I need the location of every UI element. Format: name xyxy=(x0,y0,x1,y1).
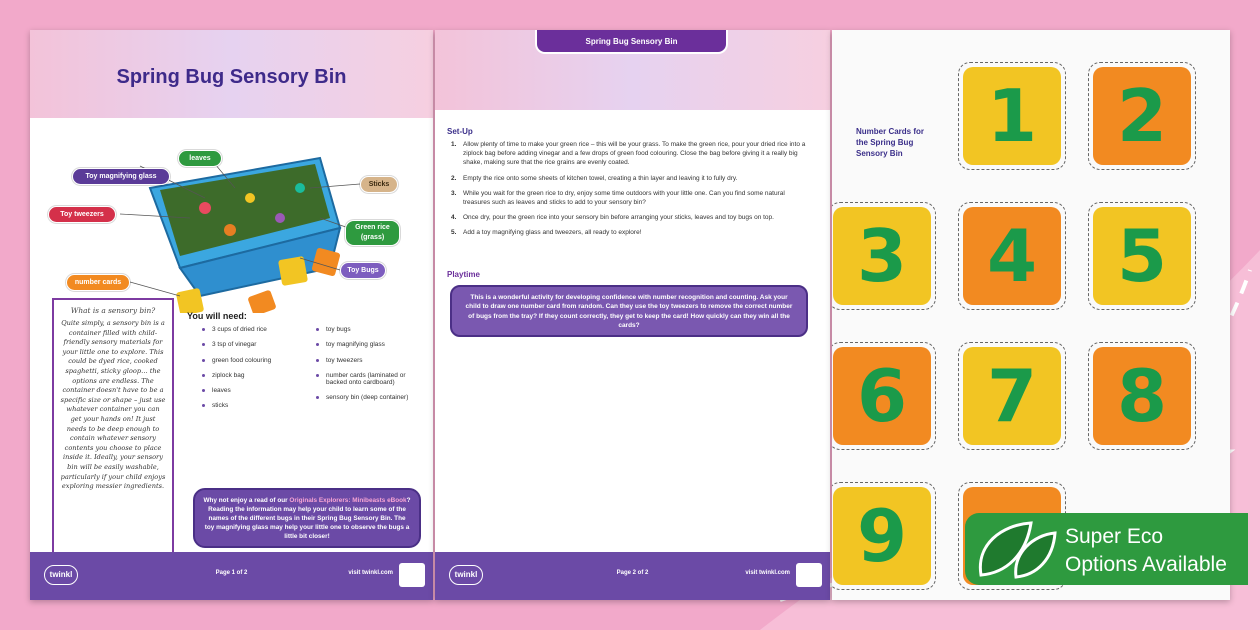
super-eco-badge[interactable] xyxy=(965,513,1248,585)
sensory-card-heading: What is a sensory bin? xyxy=(70,306,156,315)
ebook-link[interactable]: Originals Explorers: Minibeasts eBook xyxy=(289,497,407,504)
eco-line-2: Options Available xyxy=(1065,553,1227,576)
number-card-8: 8 xyxy=(1088,342,1196,450)
playtime-heading: Playtime xyxy=(447,270,480,279)
setup-heading: Set-Up xyxy=(447,127,473,136)
list-item: 4. Once dry, pour the green rice into your sensory bin before arranging your sticks, leaves and toy bugs on top. xyxy=(451,214,774,222)
label-toy-bugs: Toy Bugs xyxy=(340,262,386,279)
number-card-4: 4 xyxy=(958,202,1066,310)
list-item: toy tweezers xyxy=(316,357,426,364)
twinkl-logo: twinkl xyxy=(44,565,78,585)
label-number-cards: number cards xyxy=(66,274,130,291)
number-card-1: 1 xyxy=(958,62,1066,170)
sensory-bin-info-card xyxy=(52,298,174,562)
list-item: 5. Add a toy magnifying glass and tweezers, all ready to explore! xyxy=(451,229,642,237)
list-item: leaves xyxy=(202,387,312,394)
number-cards-caption: Number Cards for the Spring Bug Sensory Bin xyxy=(856,127,925,158)
page-number: Page 1 of 2 xyxy=(215,570,248,576)
label-green-rice: Green rice (grass) xyxy=(345,220,400,246)
list-item: 3 cups of dried rice xyxy=(202,326,312,333)
list-item: 1. Allow plenty of time to make your green rice – this will be your grass. To make the green rice, pour your dried rice into a ziplock bag before adding vinegar and a few drops of green food colouring. Close the bag before giving it a really big shake, making sure that the rice grains are evenly coated. xyxy=(451,141,806,167)
list-item: sticks xyxy=(202,402,312,409)
list-item: ziplock bag xyxy=(202,372,312,379)
badge-icon xyxy=(399,563,425,587)
page-number: Page 2 of 2 xyxy=(616,570,649,576)
number-card-7: 7 xyxy=(958,342,1066,450)
number-card-6: 6 xyxy=(832,342,936,450)
label-tweezers: Toy tweezers xyxy=(48,206,116,223)
list-item: number cards (laminated or backed onto cardboard) xyxy=(316,372,426,386)
sensory-card-body: Quite simply, a sensory bin is a container filled with child-friendly sensory materials for your little one to explore. This could be dyed rice, cooked spaghetti, sticky gloop… the options are endless. The container doesn't have to be a specific size or shape – just use whatever container you can get your hands on! It just needs to be deep enough to contain whatever sensory contents you choose to place inside it. Ideally, your sensory bin will be easily washable, particularly if your child enjoys exploring messier ingredients. xyxy=(60,319,166,491)
needs-list-left xyxy=(202,326,312,418)
page-2 xyxy=(435,30,830,600)
page-1-footer xyxy=(30,552,433,600)
tip-text-pre: Why not enjoy a read of our xyxy=(203,497,290,504)
eco-line-1: Super Eco xyxy=(1065,525,1164,548)
leaf-icon xyxy=(971,515,1059,583)
label-magnifying-glass: Toy magnifying glass xyxy=(72,168,170,185)
list-item: toy bugs xyxy=(316,326,426,333)
list-item: 3 tsp of vinegar xyxy=(202,341,312,348)
playtime-box: This is a wonderful activity for developing confidence with number recognition and counting. Ask your child to draw one number card from random. Can they use the toy tweezers to remove the correct number of bugs from the tray? If they count correctly, they get to keep the card! How quickly can they win all the cards? xyxy=(450,285,808,337)
number-card-2: 2 xyxy=(1088,62,1196,170)
twinkl-logo: twinkl xyxy=(449,565,483,585)
tip-box xyxy=(193,488,421,548)
list-item: 2. Empty the rice onto some sheets of kitchen towel, creating a thin layer and leaving it to fully dry. xyxy=(451,174,738,182)
list-item: sensory bin (deep container) xyxy=(316,394,426,401)
number-card-9: 9 xyxy=(832,482,936,590)
badge-icon xyxy=(796,563,822,587)
visit-link[interactable]: visit twinkl.com xyxy=(348,570,393,576)
setup-steps xyxy=(449,140,809,244)
page-2-footer xyxy=(435,552,830,600)
sensory-bin-illustration xyxy=(40,118,420,313)
visit-link[interactable]: visit twinkl.com xyxy=(745,570,790,576)
list-item: toy magnifying glass xyxy=(316,341,426,348)
label-leaves: leaves xyxy=(178,150,222,167)
list-item: green food colouring xyxy=(202,357,312,364)
needs-list-right xyxy=(316,326,426,409)
list-item: 3. While you wait for the green rice to dry, enjoy some time outdoors with your little one. Can you find some natural treasures such as leaves and sticks to add to your sensory bin? xyxy=(451,189,785,207)
tip-text-post: ? Reading the information may help your child to learn some of the names of the different bugs in their Spring Bug Sensory Bin. The toy magnifying glass may help your little one to observe the bugs a little bit closer! xyxy=(204,497,411,540)
number-card-3: 3 xyxy=(832,202,936,310)
you-will-need-heading: You will need: xyxy=(187,311,247,321)
number-card-5: 5 xyxy=(1088,202,1196,310)
page-1 xyxy=(30,30,433,600)
page-1-title: Spring Bug Sensory Bin xyxy=(116,66,347,88)
page-2-title-tab: Spring Bug Sensory Bin xyxy=(535,30,728,54)
label-sticks: Sticks xyxy=(360,176,398,193)
